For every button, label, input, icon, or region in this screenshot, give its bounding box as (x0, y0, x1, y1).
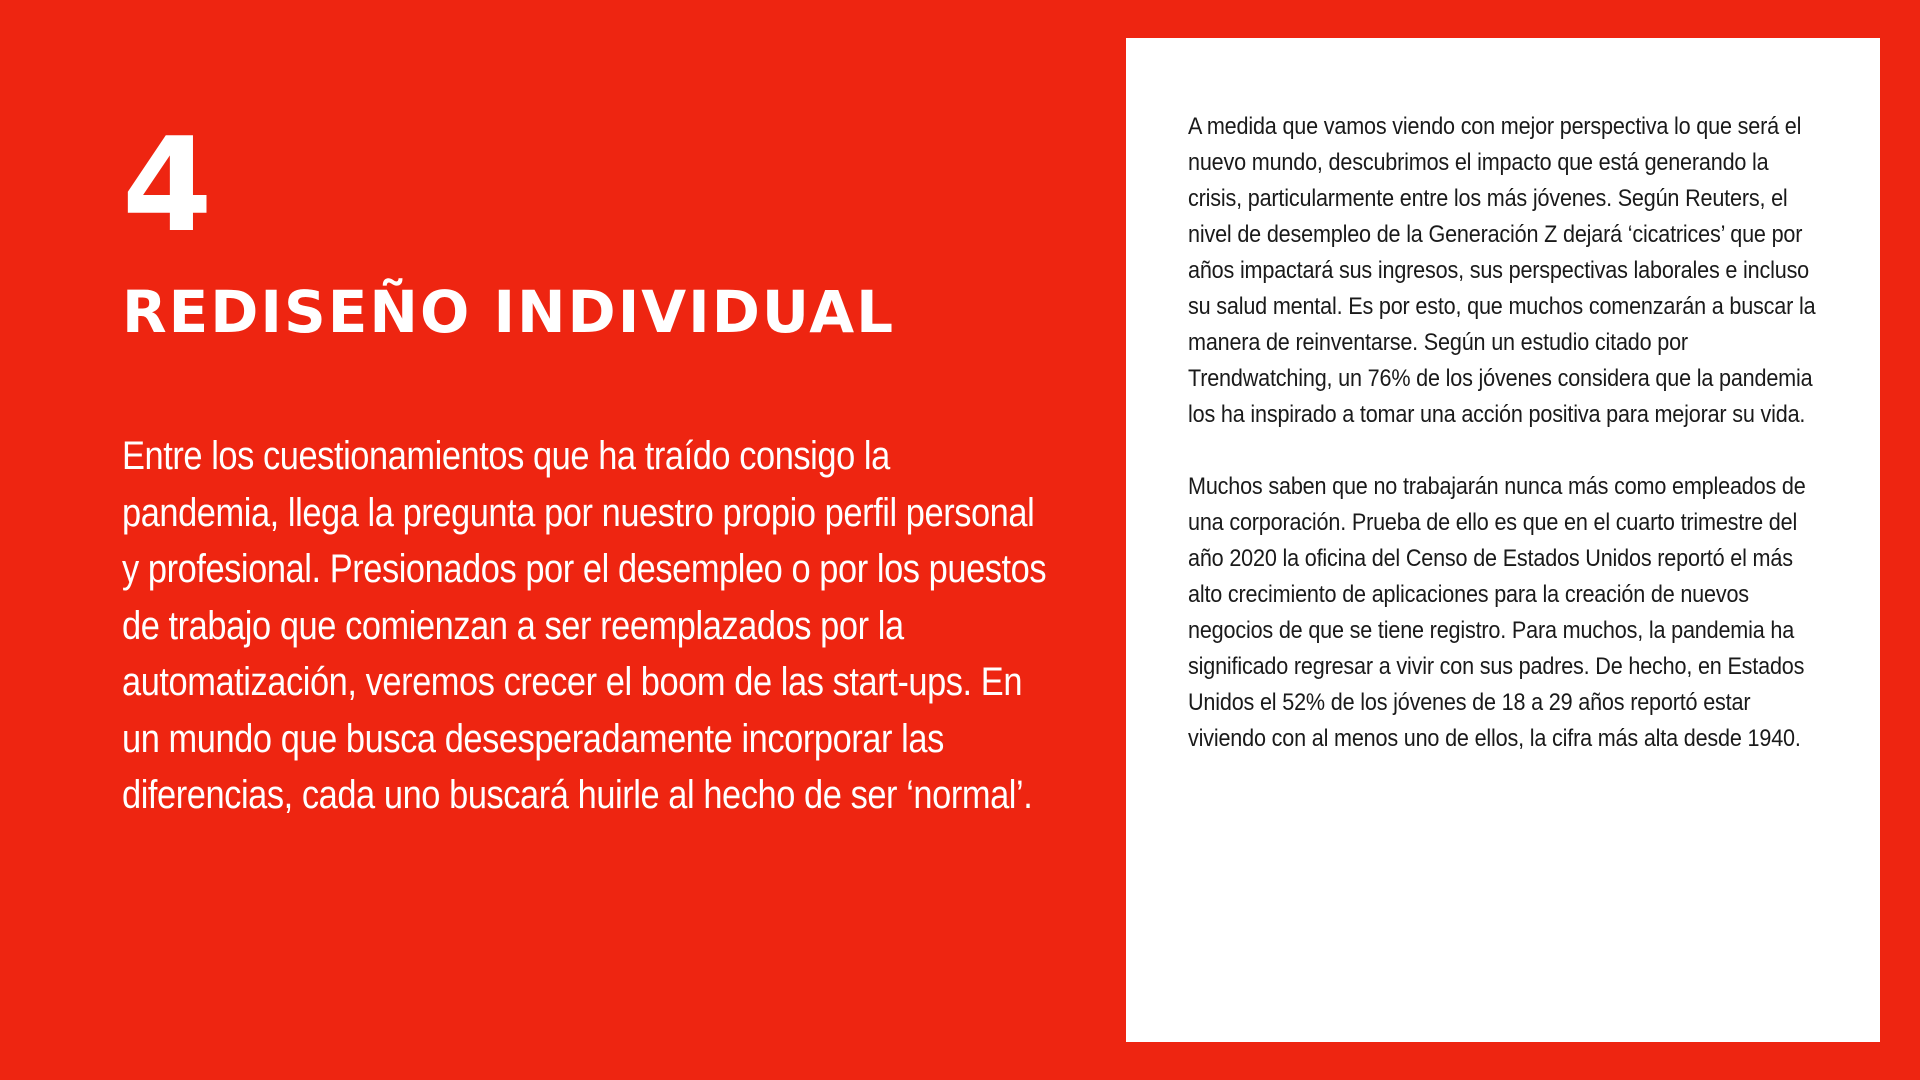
section-number: 4 (122, 109, 215, 261)
section-intro: Entre los cuestionamientos que ha traído consigo la pandemia, llega la pregunta por nuestro propio perfil personal y profesional. Presionados por el desempleo o por los puestos de trabajo que comienzan a ser reemplazados por la automatización, veremos crecer el boom de las start-ups. En un mundo que busca desesperadamente incorporar las diferencias, cada uno buscará huirle al hecho de ser ‘normal’. (122, 434, 1047, 817)
body-paragraph-2: Muchos saben que no trabajarán nunca más como empleados de una corporación. Prueba de ello es que en el cuarto trimestre del año 2020 la oficina del Censo de Estados Unidos reportó el más alto crecimiento de aplicaciones para la creación de nuevos negocios de que se tiene registro. Para muchos, la pandemia ha significado regresar a vivir con sus padres. De hecho, en Estados Unidos el 52% de los jóvenes de 18 a 29 años reportó estar viviendo con al menos uno de ellos, la cifra más alta desde 1940. (1188, 473, 1806, 752)
section-title: REDISEÑO INDIVIDUAL (122, 278, 896, 346)
left-panel (122, 109, 1062, 824)
text-panel (1126, 38, 1880, 1042)
body-paragraph-1: A medida que vamos viendo con mejor perspectiva lo que será el nuevo mundo, descubrimos el impacto que está generando la crisis, particularmente entre los más jóvenes. Según Reuters, el nivel de desempleo de la Generación Z dejará ‘cicatrices’ que por años impactará sus ingresos, sus perspectivas laborales e incluso su salud mental. Es por esto, que muchos comenzarán a buscar la manera de reinventarse. Según un estudio citado por Trendwatching, un 76% de los jóvenes considera que la pandemia los ha inspirado a tomar una acción positiva para mejorar su vida. (1188, 113, 1816, 428)
body-text (1188, 109, 1818, 757)
